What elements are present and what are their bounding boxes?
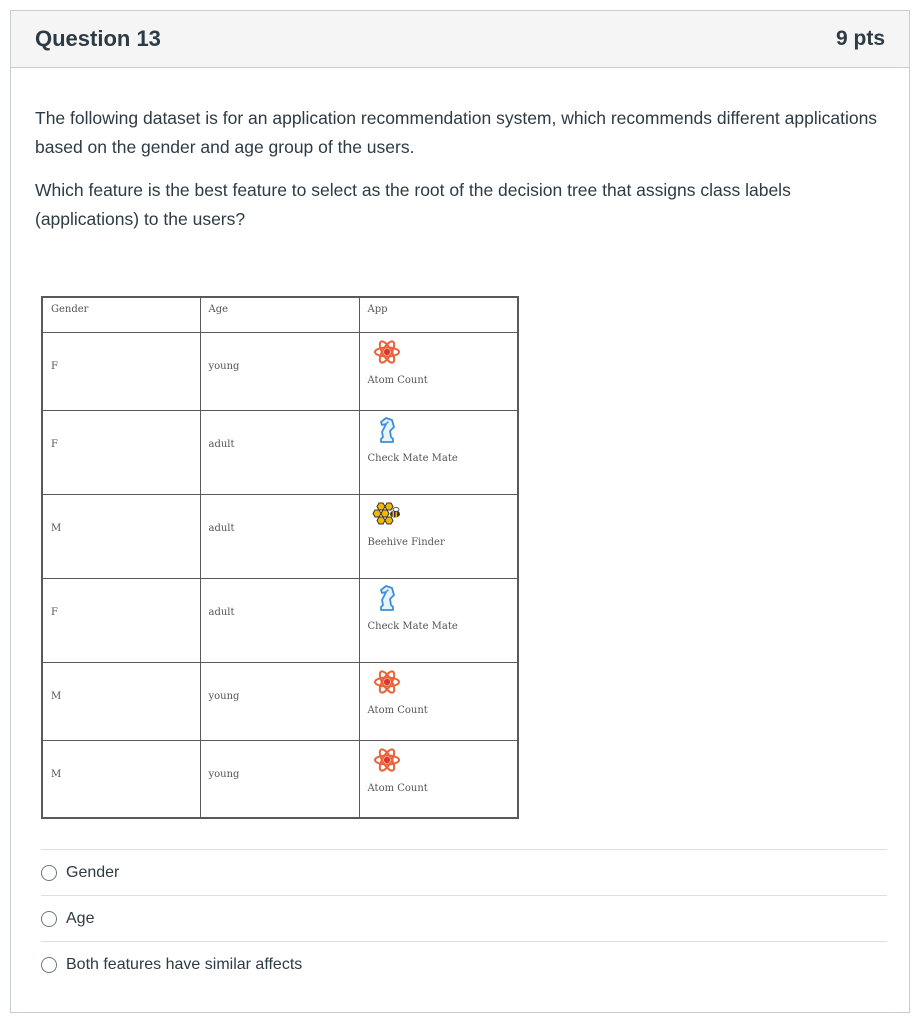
- question-paragraph-2: Which feature is the best feature to select as the root of the decision tree that assigns class labels (applications) to the users?: [35, 180, 791, 229]
- app-label: Atom Count: [367, 782, 428, 794]
- answer-label: Both features have similar affects: [66, 955, 303, 973]
- app-label: Check Mate Mate: [367, 452, 458, 464]
- radio-button[interactable]: [41, 911, 57, 927]
- cell-app: [359, 740, 518, 818]
- cell-gender: M: [42, 662, 200, 740]
- cell-gender: F: [42, 332, 200, 410]
- cell-age: adult: [200, 578, 359, 662]
- atom-icon: [372, 337, 402, 367]
- question-card: [10, 10, 910, 1013]
- table-row: [42, 494, 518, 578]
- question-title: Question 13: [35, 26, 161, 51]
- answer-list: [41, 849, 887, 987]
- table-body: [42, 332, 518, 818]
- question-body: [11, 68, 909, 234]
- cell-age: young: [200, 740, 359, 818]
- radio-button[interactable]: [41, 865, 57, 881]
- cell-app: [359, 578, 518, 662]
- table-row: [42, 740, 518, 818]
- cell-age: young: [200, 332, 359, 410]
- table-header-row: [42, 297, 518, 332]
- chess-knight-icon: [372, 415, 402, 445]
- dataset-table: [41, 296, 519, 819]
- app-label: Atom Count: [367, 374, 428, 386]
- header-gender: Gender: [42, 297, 200, 332]
- question-text: [35, 104, 885, 234]
- cell-gender: F: [42, 410, 200, 494]
- cell-gender: F: [42, 578, 200, 662]
- cell-app: [359, 494, 518, 578]
- table-row: [42, 578, 518, 662]
- cell-age: adult: [200, 494, 359, 578]
- table-row: [42, 332, 518, 410]
- answer-label: Gender: [66, 863, 120, 881]
- question-points: 9 pts: [835, 27, 885, 50]
- app-label: Beehive Finder: [367, 536, 445, 548]
- answer-label: Age: [66, 909, 95, 927]
- cell-age: young: [200, 662, 359, 740]
- atom-icon: [372, 745, 402, 775]
- cell-app: [359, 410, 518, 494]
- table-row: [42, 410, 518, 494]
- cell-gender: M: [42, 740, 200, 818]
- answer-option-gender[interactable]: [41, 849, 887, 895]
- app-label: Check Mate Mate: [367, 620, 458, 632]
- cell-gender: M: [42, 494, 200, 578]
- app-label: Atom Count: [367, 704, 428, 716]
- question-paragraph-1: The following dataset is for an application recommendation system, which recommends different applications based on the gender and age group of the users.: [35, 108, 878, 157]
- header-age: Age: [200, 297, 359, 332]
- chess-knight-icon: [372, 583, 402, 613]
- cell-app: [359, 332, 518, 410]
- cell-app: [359, 662, 518, 740]
- header-app: App: [359, 297, 518, 332]
- beehive-icon: [372, 499, 402, 529]
- answer-option-both[interactable]: [41, 941, 887, 987]
- table-row: [42, 662, 518, 740]
- atom-icon: [372, 667, 402, 697]
- answer-option-age[interactable]: [41, 895, 887, 941]
- cell-age: adult: [200, 410, 359, 494]
- question-header: [11, 11, 909, 68]
- radio-button[interactable]: [41, 957, 57, 973]
